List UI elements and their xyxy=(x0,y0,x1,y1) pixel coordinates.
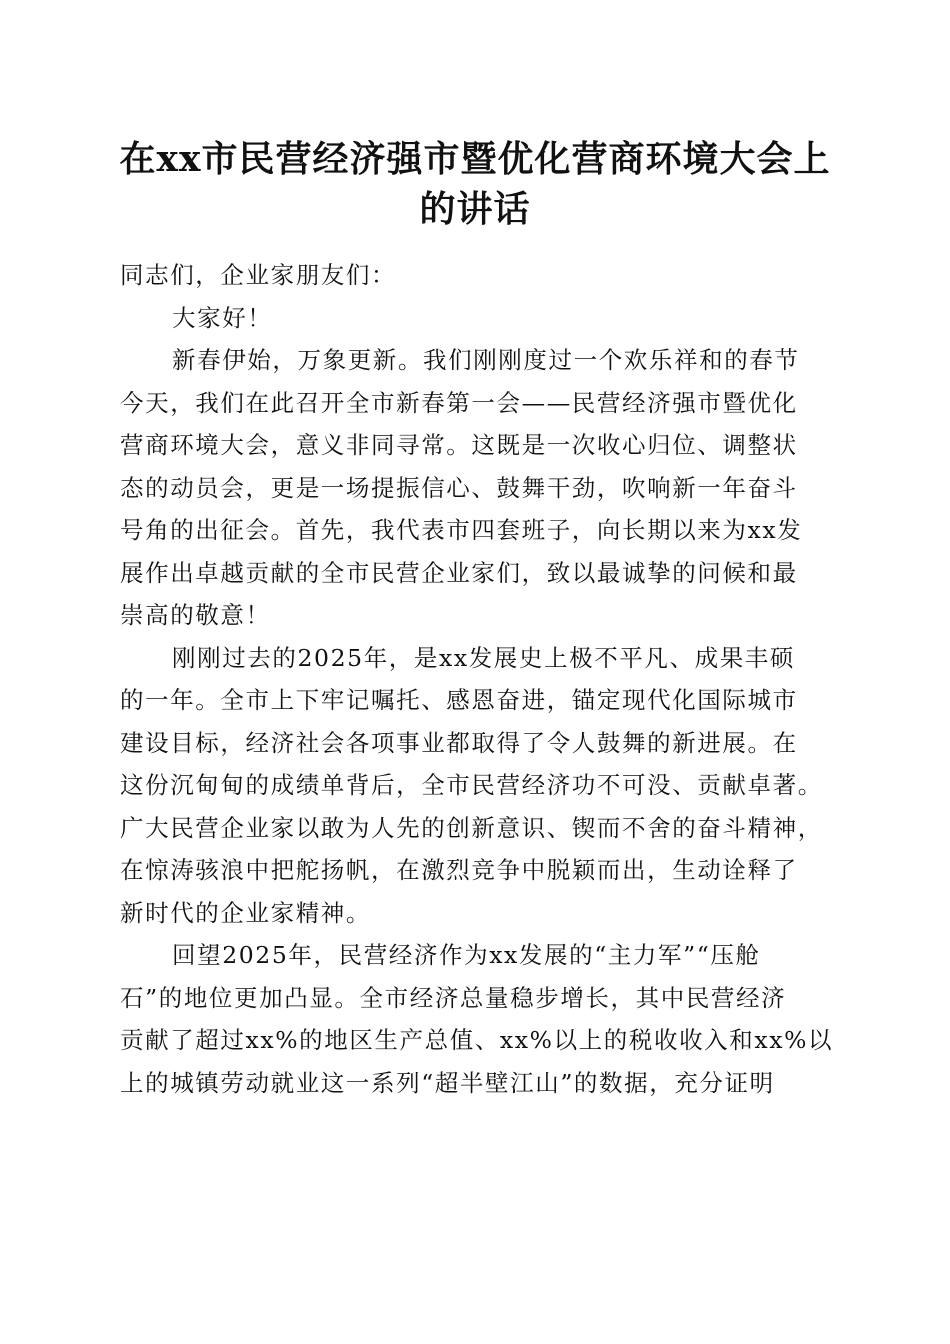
document-title xyxy=(100,134,850,234)
paragraph-line: 石”的地位更加凸显。全市经济总量稳步增长，其中民营经济 xyxy=(120,983,787,1012)
paragraph-line: 新时代的企业家精神。 xyxy=(120,898,371,927)
paragraph-line: 建设目标，经济社会各项事业都取得了令人鼓舞的新进展。在 xyxy=(120,728,798,757)
paragraph-line: 的一年。全市上下牢记嘱托、感恩奋进，锚定现代化国际城市 xyxy=(120,686,798,714)
title-line-1: 在xx市民营经济强市暨优化营商环境大会上 xyxy=(119,138,831,180)
paragraph-line: 态的动员会，更是一场提振信心、鼓舞干劲，吹响新一年奋斗 xyxy=(120,473,798,502)
paragraph-line: 上的城镇劳动就业这一系列“超半壁江山”的数据，充分证明 xyxy=(120,1068,775,1097)
document-body xyxy=(120,254,835,1104)
paragraph-line: 今天，我们在此召开全市新春第一会——民营经济强市暨优化 xyxy=(120,388,798,417)
paragraph-line: 在惊涛骇浪中把舵扬帆，在激烈竞争中脱颖而出，生动诠释了 xyxy=(120,856,798,884)
paragraph-line: 广大民营企业家以敢为人先的创新意识、锲而不舍的奋斗精神， xyxy=(120,813,823,842)
paragraph-2 xyxy=(120,637,835,935)
paragraph-line: 回望2025年，民营经济作为xx发展的“主力军”“压舱 xyxy=(172,941,761,969)
paragraph-line: 新春伊始，万象更新。我们刚刚度过一个欢乐祥和的春节 xyxy=(172,346,800,374)
paragraph-line: 刚刚过去的2025年，是xx发展史上极不平凡、成果丰硕 xyxy=(172,643,796,672)
paragraph-line: 号角的出征会。首先，我代表市四套班子，向长期以来为xx发 xyxy=(120,516,803,544)
paragraph-1 xyxy=(120,339,835,637)
paragraph-line: 贡献了超过xx%的地区生产总值、xx%以上的税收收入和xx%以 xyxy=(120,1026,834,1054)
salutation: 同志们，企业家朋友们： xyxy=(120,261,397,289)
greeting: 大家好！ xyxy=(172,303,273,332)
title-line-2: 的讲话 xyxy=(419,188,531,230)
paragraph-line: 这份沉甸甸的成绩单背后，全市民营经济功不可没、贡献卓著。 xyxy=(120,771,823,799)
paragraph-line: 展作出卓越贡献的全市民营企业家们，致以最诚挚的问候和最 xyxy=(120,558,798,587)
paragraph-line: 营商环境大会，意义非同寻常。这既是一次收心归位、调整状 xyxy=(120,431,798,459)
paragraph-line: 崇高的敬意！ xyxy=(120,601,271,629)
paragraph-3 xyxy=(120,934,835,1104)
